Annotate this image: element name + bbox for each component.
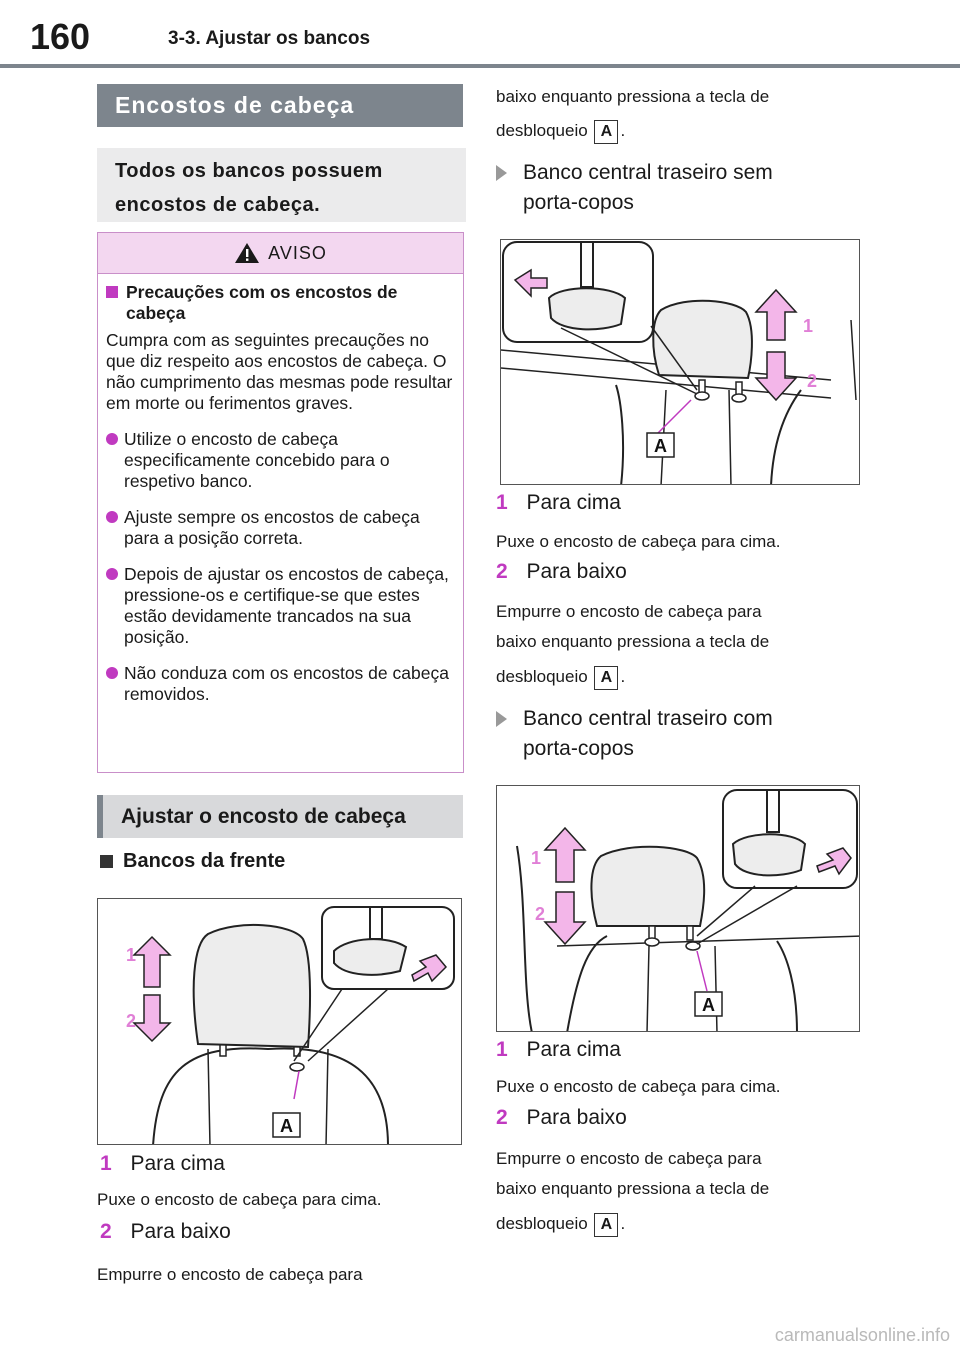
section-heading: 3-3. Ajustar os bancos [168,28,371,49]
rear1-step-1-desc: Puxe o encosto de cabeça para cima. [496,532,781,551]
label-1: 1 [126,945,137,965]
triangle-bullet-icon [496,711,507,727]
rear1-step-1 [496,491,621,515]
continued-line-2: desbloqueio A . [496,116,625,146]
label-A: A [280,1116,293,1136]
warning-title: Precauções com os encostos de cabeça [126,282,398,323]
label-2: 2 [807,371,818,391]
unlock-text: desbloqueio [496,1214,588,1233]
subhead-front-seats [100,850,285,873]
subhead-rear-no-cup [496,158,773,218]
figure-front-seat [97,898,462,1145]
rear1-step-2 [496,560,627,584]
step-2-label: Para baixo [526,1106,627,1129]
warning-bullet-text: Utilize o encosto de cabeça especificamente concebido para o respetivo banco. [124,429,390,491]
figure-rear-cup [496,785,860,1032]
label-A: A [654,436,667,456]
subhead-text: Bancos da frente [123,850,286,872]
rear1-step-2-desc-3: desbloqueio A . [496,662,625,692]
step-2-number: 2 [496,1106,508,1129]
rear-cup-line-2: porta-copos [523,737,634,760]
bullet-dot-icon [106,511,118,523]
bullet-dot-icon [106,568,118,580]
warning-bullet-text: Ajuste sempre os encostos de cabeça para a posição correta. [124,507,420,548]
warning-body [98,274,463,705]
figure-rear-no-cup [500,239,860,485]
label-1: 1 [803,316,814,336]
rear-no-cup-line-1: Banco central traseiro sem [523,161,773,184]
intro-box [97,148,466,222]
rear2-step-2-desc-3: desbloqueio A . [496,1209,625,1239]
label-1: 1 [531,848,542,868]
rear2-step-1-desc: Puxe o encosto de cabeça para cima. [496,1077,781,1096]
step-1-label: Para cima [526,491,621,514]
intro-line-1: Todos os bancos possuem [115,160,383,182]
warning-header [98,233,463,274]
step-1-label: Para cima [526,1038,621,1061]
section-title-bar [97,84,463,127]
section-title: Encostos de cabeça [115,92,355,118]
unlock-key-A: A [594,120,618,144]
step-2-number: 2 [100,1220,112,1243]
rear2-step-2 [496,1106,627,1130]
rear2-step-2-desc-2: baixo enquanto pressiona a tecla de [496,1179,770,1198]
square-bullet-icon [106,286,118,298]
step-1-label: Para cima [130,1152,225,1175]
step-2-desc: Empurre o encosto de cabeça para [97,1265,363,1284]
step-1-number: 1 [496,491,508,514]
rear-no-cup-line-2: porta-copos [523,191,634,214]
warning-label: AVISO [268,242,327,263]
label-2: 2 [535,904,546,924]
triangle-bullet-icon [496,165,507,181]
page-number: 160 [30,16,91,57]
warning-title-row [106,282,455,324]
continued-text: desbloqueio [496,121,588,140]
warning-bullet [106,507,455,549]
section2-title: Ajustar o encosto de cabeça [121,804,406,828]
continued-line-1: baixo enquanto pressiona a tecla de [496,87,770,106]
label-A: A [702,995,715,1015]
warning-bullet [106,429,455,492]
step-2-label: Para baixo [130,1220,231,1243]
step-2-label: Para baixo [526,560,627,583]
warning-text: Cumpra com as seguintes precauções no que diz respeito aos encostos de cabeça. O não cumprimento das mesmas pode resultar em morte ou ferimentos graves. [106,330,453,413]
rear2-step-1 [496,1038,621,1062]
step-1-number: 1 [496,1038,508,1061]
rear-cup-illustration [497,786,860,1032]
section2-title-bar [97,795,463,838]
unlock-text: desbloqueio [496,667,588,686]
label-2: 2 [126,1011,137,1031]
step-1-desc: Puxe o encosto de cabeça para cima. [97,1190,382,1209]
step-1 [100,1152,225,1176]
bullet-dot-icon [106,433,118,445]
warning-box [97,232,464,773]
warning-bullet-text: Depois de ajustar os encostos de cabeça, pressione-os e certifique-se que estes estão devidamente trancados na sua posição. [124,564,449,647]
warning-bullet-text: Não conduza com os encostos de cabeça removidos. [124,663,449,704]
step-2-number: 2 [496,560,508,583]
rear-no-cup-illustration [501,240,860,485]
bullet-dot-icon [106,667,118,679]
rear2-step-2-desc-1: Empurre o encosto de cabeça para [496,1149,762,1168]
watermark: carmanualsonline.info [774,1325,950,1345]
warning-triangle-icon [234,242,260,264]
rear1-step-2-desc-1: Empurre o encosto de cabeça para [496,602,762,621]
warning-bullet [106,663,455,705]
unlock-key-A: A [594,1213,618,1237]
rear-cup-line-1: Banco central traseiro com [523,707,773,730]
step-2 [100,1220,231,1244]
subhead-rear-cup [496,704,773,764]
front-seat-illustration [98,899,462,1145]
rear1-step-2-desc-2: baixo enquanto pressiona a tecla de [496,632,770,651]
header-rule [0,64,960,68]
warning-bullet [106,564,455,648]
intro-line-2: encostos de cabeça. [115,194,321,216]
unlock-key-A: A [594,666,618,690]
step-1-number: 1 [100,1152,112,1175]
square-bullet-icon [100,855,113,868]
